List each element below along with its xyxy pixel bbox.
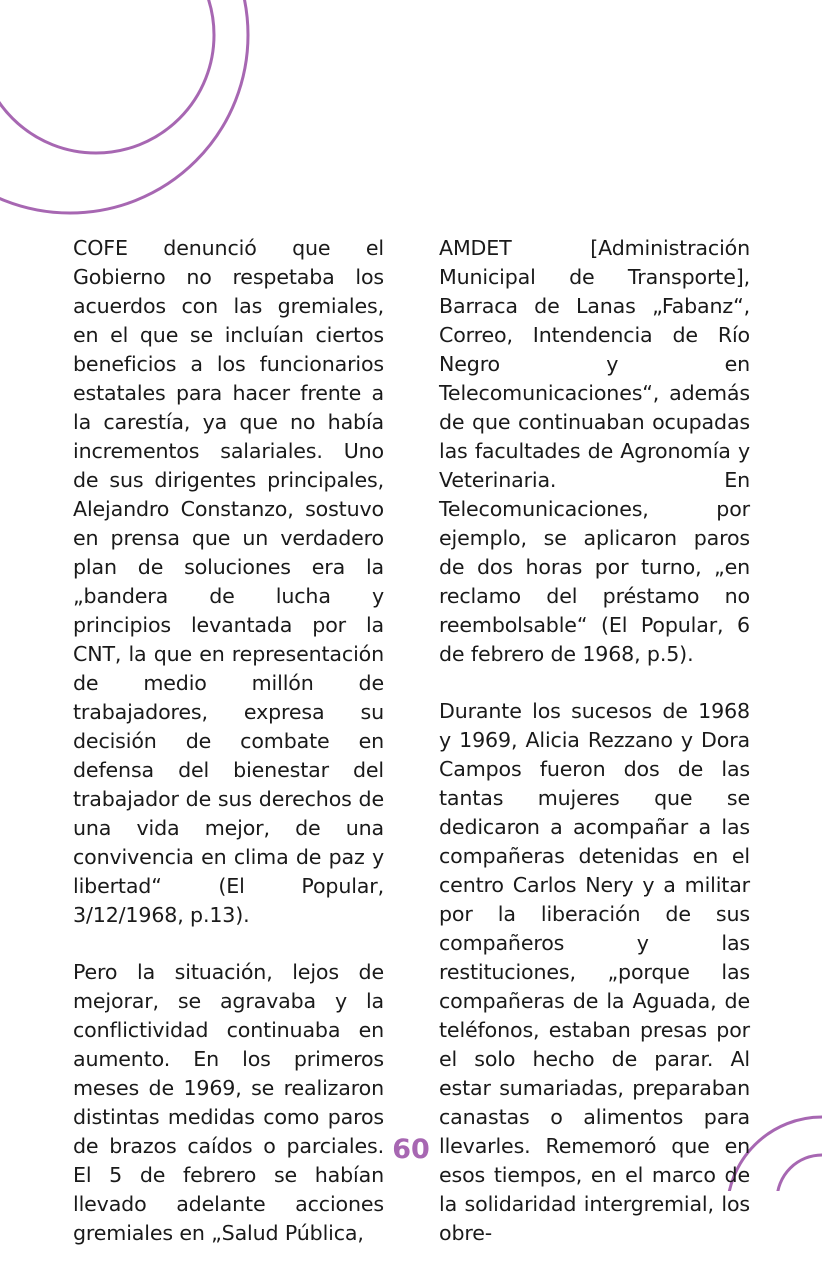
page-number: 60	[392, 1134, 430, 1165]
left-paragraph-1: COFE denunció que el Gobierno no respetaba los acuerdos con las gremiales, en el que se incluían ciertos beneficios a los funcionarios estatales para hacer frente a la carestía, ya que no había incrementos salariales. Uno de sus dirigentes principales, Alejandro Constanzo, sostuvo en prensa que un verdadero plan de soluciones era la „bandera de lucha y principios levantada por la CNT, la que en representación de medio millón de trabajadores, expresa su decisión de combate en defensa del bienestar del trabajador de sus derechos de una vida mejor, de una convivencia en clima de paz y libertad“ (El Popular, 3/12/1968, p.13).	[73, 236, 384, 927]
left-paragraph-2: Pero la situación, lejos de mejorar, se agravaba y la conflictividad continuaba en aumento. En los primeros meses de 1969, se realizaron distintas medidas como paros de brazos caídos o parciales. El 5 de febrero se habían llevado adelante acciones gremiales en „Salud Pública,	[73, 960, 384, 1245]
top-inner-arc	[0, 0, 214, 153]
top-outer-arc	[0, 0, 248, 213]
right-paragraph-1: AMDET [Administración Municipal de Transporte], Barraca de Lanas „Fabanz“, Correo, Intendencia de Río Negro y en Telecomunicaciones“, además de que continuaban ocupadas las facultades de Agronomía y Veterinaria. En Telecomunicaciones, por ejemplo, se aplicaron paros de dos horas por turno, „en reclamo del préstamo no reembolsable“ (El Popular, 6 de febrero de 1968, p.5).	[439, 236, 750, 666]
right-paragraph-2: Durante los sucesos de 1968 y 1969, Alicia Rezzano y Dora Campos fueron dos de las tantas mujeres que se dedicaron a acompañar a las compañeras detenidas en el centro Carlos Nery y a militar por la liberación de sus compañeros y las restituciones, „porque las compañeras de la Aguada, de teléfonos, estaban presas por el solo hecho de parar. Al estar sumariadas, preparaban canastas o alimentos para llevarles. Rememoró que en esos tiempos, en el marco de la solidaridad intergremial, los obre-	[439, 699, 750, 1245]
left-column	[73, 234, 384, 1276]
right-column	[439, 234, 750, 1276]
